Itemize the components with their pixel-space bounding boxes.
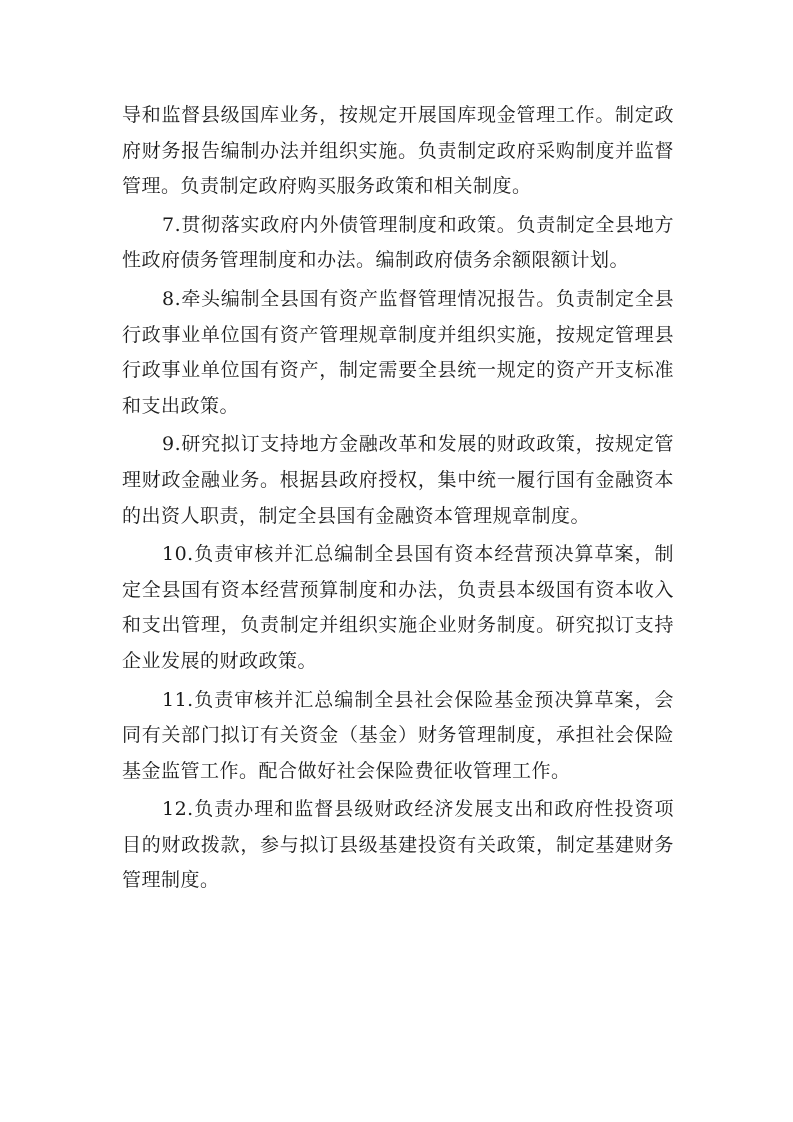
document-body (122, 98, 674, 899)
paragraph-continuation: 导和监督县级国库业务，按规定开展国库现金管理工作。制定政府财务报告编制办法并组织实施。负责制定政府采购制度并监督管理。负责制定政府购买服务政策和相关制度。 (122, 104, 674, 198)
paragraph-item-12: 12.负责办理和监督县级财政经济发展支出和政府性投资项目的财政拨款，参与拟订县级基建投资有关政策，制定基建财务管理制度。 (122, 798, 674, 892)
paragraph-item-7: 7.贯彻落实政府内外债管理制度和政策。负责制定全县地方性政府债务管理制度和办法。编制政府债务余额限额计划。 (122, 213, 674, 272)
paragraph-item-10: 10.负责审核并汇总编制全县国有资本经营预决算草案，制定全县国有资本经营预算制度和办法，负责县本级国有资本收入和支出管理，负责制定并组织实施企业财务制度。研究拟订支持企业发展的财政政策。 (122, 543, 674, 672)
paragraph-item-8: 8.牵头编制全县国有资产监督管理情况报告。负责制定全县行政事业单位国有资产管理规章制度并组织实施，按规定管理县行政事业单位国有资产，制定需要全县统一规定的资产开支标准和支出政策。 (122, 287, 674, 417)
paragraph-item-9: 9.研究拟订支持地方金融改革和发展的财政政策，按规定管理财政金融业务。根据县政府授权，集中统一履行国有金融资本的出资人职责，制定全县国有金融资本管理规章制度。 (122, 433, 674, 527)
paragraph-item-11: 11.负责审核并汇总编制全县社会保险基金预决算草案，会同有关部门拟订有关资金（基金）财务管理制度，承担社会保险基金监管工作。配合做好社会保险费征收管理工作。 (122, 688, 674, 782)
